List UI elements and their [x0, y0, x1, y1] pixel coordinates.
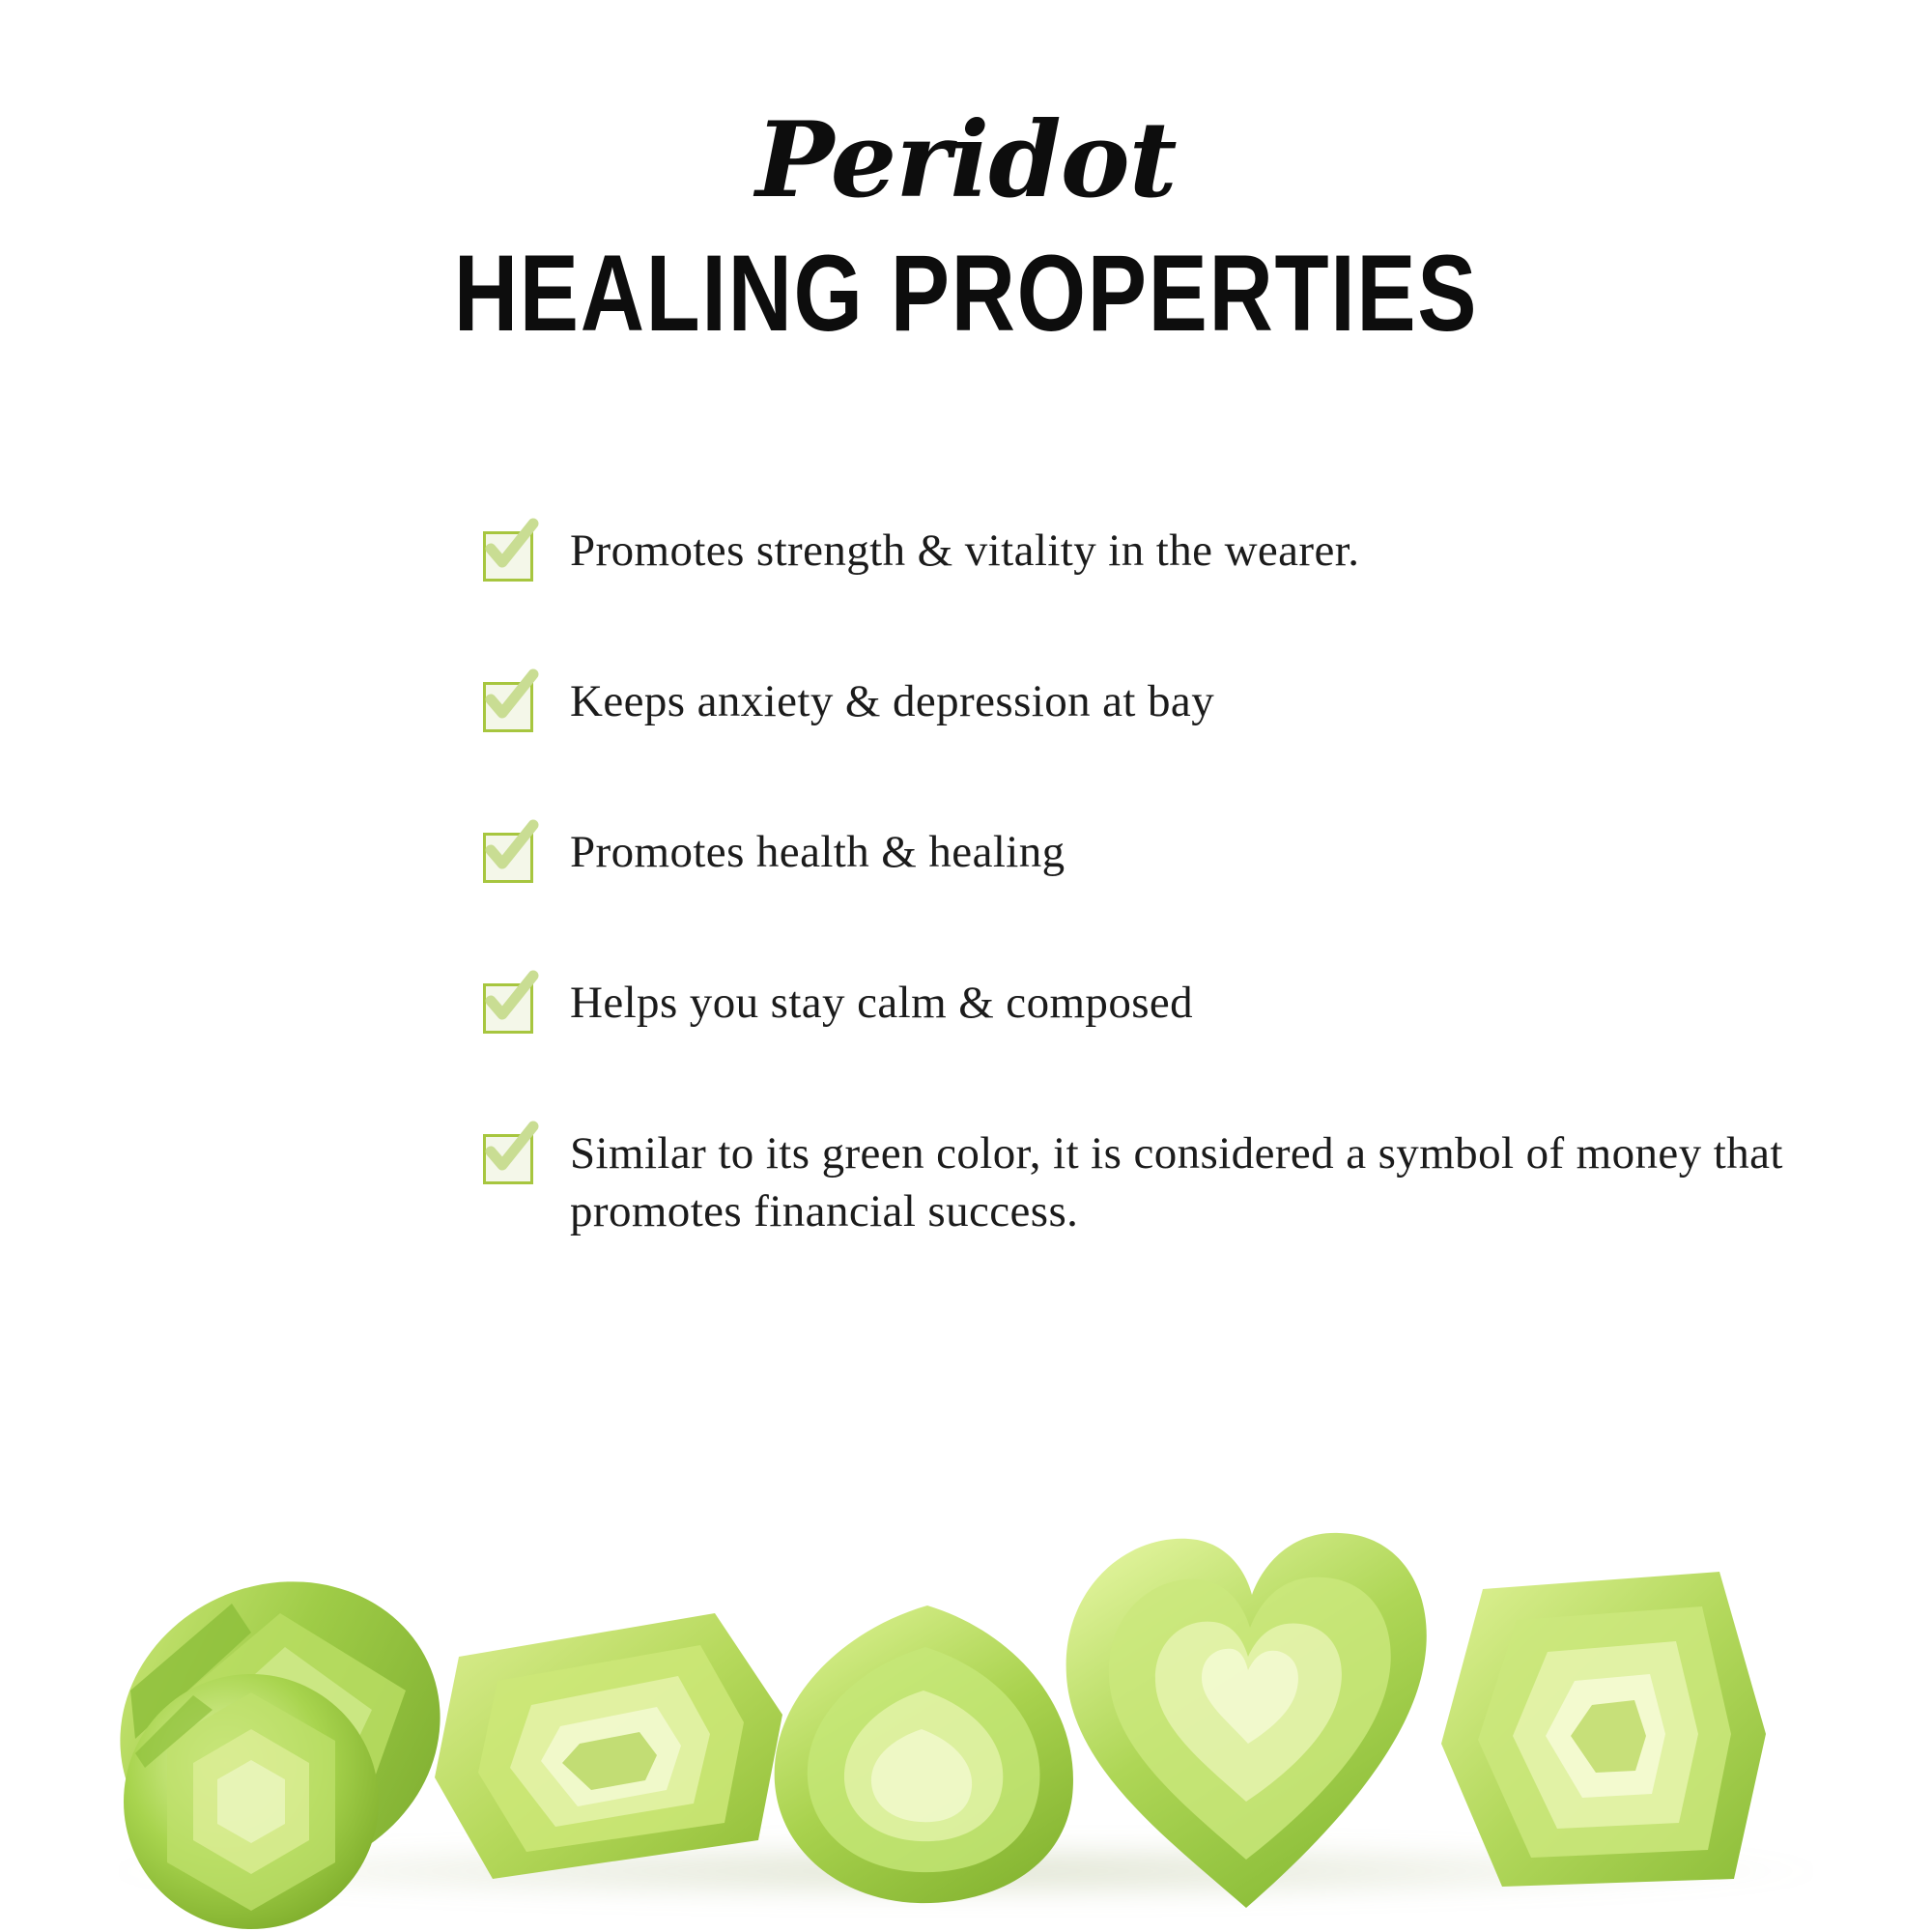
page-header	[0, 99, 1932, 355]
checkbox-checked-icon	[483, 531, 533, 582]
list-item	[483, 672, 1816, 732]
peridot-gemstone-cluster	[0, 1391, 1932, 1932]
list-item-label: Keeps anxiety & depression at bay	[570, 676, 1215, 726]
page-title-script: Peridot	[755, 99, 1177, 221]
page-title-main: HEALING PROPERTIES	[453, 233, 1479, 355]
list-item-label: Promotes strength & vitality in the wearer.	[570, 526, 1360, 576]
healing-properties-list	[483, 522, 1816, 1240]
gem-round-cut	[111, 1671, 391, 1932]
list-item-label: Helps you stay calm & composed	[570, 978, 1194, 1028]
list-item	[483, 522, 1816, 582]
list-item	[483, 1124, 1816, 1240]
checkbox-checked-icon	[483, 1134, 533, 1184]
list-item	[483, 974, 1816, 1034]
list-item-label: Promotes health & healing	[570, 827, 1065, 877]
gem-square-cut	[1430, 1560, 1777, 1898]
list-item	[483, 823, 1816, 883]
gem-emerald-cut	[425, 1599, 792, 1889]
checkbox-checked-icon	[483, 833, 533, 883]
checkbox-checked-icon	[483, 983, 533, 1034]
checkbox-checked-icon	[483, 682, 533, 732]
list-item-label: Similar to its green color, it is considered a symbol of money that promotes financial success.	[570, 1128, 1783, 1237]
gem-trillion-cut	[763, 1594, 1092, 1913]
gem-heart-cut	[1053, 1512, 1439, 1918]
